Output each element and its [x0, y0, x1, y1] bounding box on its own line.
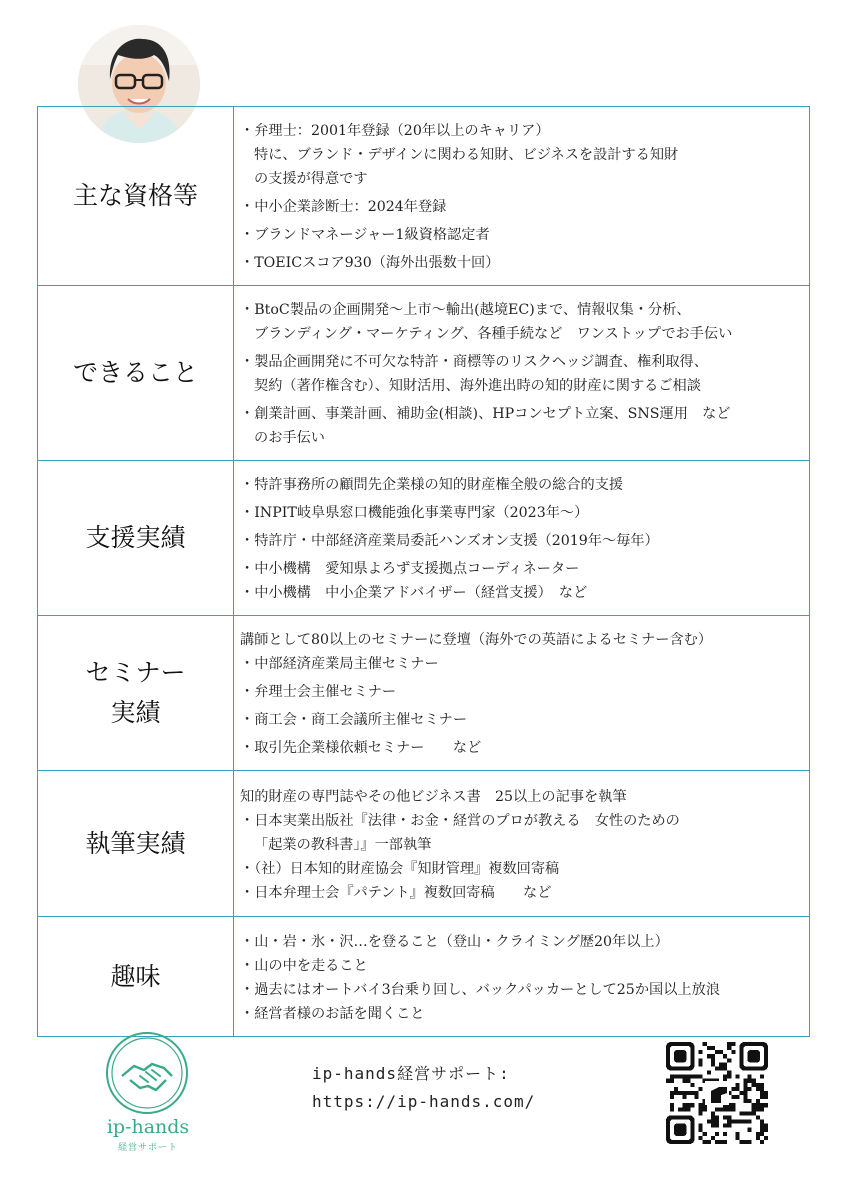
- row-heading-text: セミナー: [85, 658, 186, 687]
- content-line: ・創業計画、事業計画、補助金(相談)、HPコンセプト立案、SNS運用 など: [240, 406, 731, 422]
- content-line: ・TOEICスコア930（海外出張数十回）: [240, 255, 500, 271]
- content-line: 「起業の教科書」』一部執筆: [254, 836, 432, 853]
- content-line: ・取引先企業様依頼セミナー など: [240, 740, 482, 756]
- content-line: ・BtoC製品の企画開発～上市～輸出(越境EC)まで、情報収集・分析、: [240, 302, 691, 318]
- row-heading-text: 執筆実績: [85, 828, 186, 858]
- content-line: ・中部経済産業局主催セミナー: [240, 656, 439, 672]
- row-heading-text: できること: [72, 358, 198, 387]
- profile-row: [38, 286, 810, 461]
- ip-hands-logo: [100, 1030, 196, 1155]
- row-heading-text: 実績: [110, 698, 161, 727]
- row-heading: [38, 107, 234, 286]
- website-link[interactable]: https://ip-hands.com/: [312, 1092, 536, 1111]
- content-line: ・過去にはオートバイ3台乗り回し、バックパッカーとして25か国以上放浪: [240, 981, 720, 998]
- row-heading: [38, 917, 234, 1037]
- content-line: ・特許事務所の顧問先企業様の知的財産権全般の総合的支援: [240, 477, 624, 493]
- content-line: ・日本実業出版社『法律・お金・経営のプロが教える 女性のための: [240, 812, 680, 829]
- logo-name: ip-hands: [106, 1116, 190, 1138]
- content-line: ・山の中を走ること: [240, 957, 368, 974]
- profile-row: [38, 917, 810, 1037]
- qr-code[interactable]: [666, 1042, 768, 1144]
- profile-table: [37, 106, 810, 1037]
- row-content: [234, 917, 810, 1037]
- content-line: 講師として80以上のセミナーに登壇（海外での英語によるセミナー含む）: [240, 632, 713, 648]
- content-line: ・（社）日本知的財産協会『知財管理』複数回寄稿: [240, 860, 560, 877]
- row-content: [234, 771, 810, 917]
- content-line: ブランディング・マーケティング、各種手続など ワンストップでお手伝い: [254, 326, 733, 342]
- row-content: [234, 461, 810, 616]
- row-heading: [38, 286, 234, 461]
- content-line: ・製品企画開発に不可欠な特許・商標等のリスクヘッジ調査、権利取得、: [240, 354, 708, 370]
- profile-row: [38, 616, 810, 771]
- content-line: のお手伝い: [254, 430, 325, 446]
- row-heading: [38, 616, 234, 771]
- row-heading-text: 趣味: [110, 961, 161, 991]
- profile-row: [38, 107, 810, 286]
- content-line: 契約（著作権含む）、知財活用、海外進出時の知的財産に関するご相談: [254, 378, 701, 394]
- row-content: [234, 107, 810, 286]
- logo-subtitle: 経営サポート: [117, 1143, 178, 1153]
- content-line: ・経営者様のお話を聞くこと: [240, 1005, 425, 1022]
- content-line: 特に、ブランド・デザインに関わる知財、ビジネスを設計する知財: [254, 147, 679, 163]
- row-heading-text: 主な資格等: [72, 181, 198, 210]
- contact-block: [312, 1060, 535, 1116]
- content-line: ・弁理士：2001年登録（20年以上のキャリア）: [240, 123, 550, 139]
- row-heading-text: 支援実績: [85, 523, 186, 552]
- content-line: ・特許庁・中部経済産業局委託ハンズオン支援（2019年～毎年）: [240, 533, 659, 549]
- content-line: ・ブランドマネージャー1級資格認定者: [240, 227, 490, 243]
- contact-name: ip-hands経営サポート:: [312, 1064, 510, 1083]
- content-line: ・中小機構 中小企業アドバイザー（経営支援） など: [240, 585, 588, 601]
- content-line: ・商工会・商工会議所主催セミナー: [240, 712, 468, 728]
- content-line: の支援が得意です: [254, 171, 368, 187]
- handshake-icon: [104, 1030, 190, 1116]
- content-line: ・中小企業診断士：2024年登録: [240, 199, 447, 215]
- row-content: [234, 616, 810, 771]
- content-line: 知的財産の専門誌やその他ビジネス書 25以上の記事を執筆: [240, 788, 627, 805]
- row-content: [234, 286, 810, 461]
- row-heading: [38, 771, 234, 917]
- content-line: ・INPIT岐阜県窓口機能強化事業専門家（2023年～）: [240, 505, 589, 521]
- profile-row: [38, 771, 810, 917]
- profile-row: [38, 461, 810, 616]
- content-line: ・日本弁理士会『パテント』複数回寄稿 など: [240, 884, 552, 901]
- content-line: ・弁理士会主催セミナー: [240, 684, 397, 700]
- content-line: ・中小機構 愛知県よろず支援拠点コーディネーター: [240, 561, 580, 577]
- row-heading: [38, 461, 234, 616]
- content-line: ・山・岩・氷・沢…を登ること（登山・クライミング歴20年以上）: [240, 933, 669, 950]
